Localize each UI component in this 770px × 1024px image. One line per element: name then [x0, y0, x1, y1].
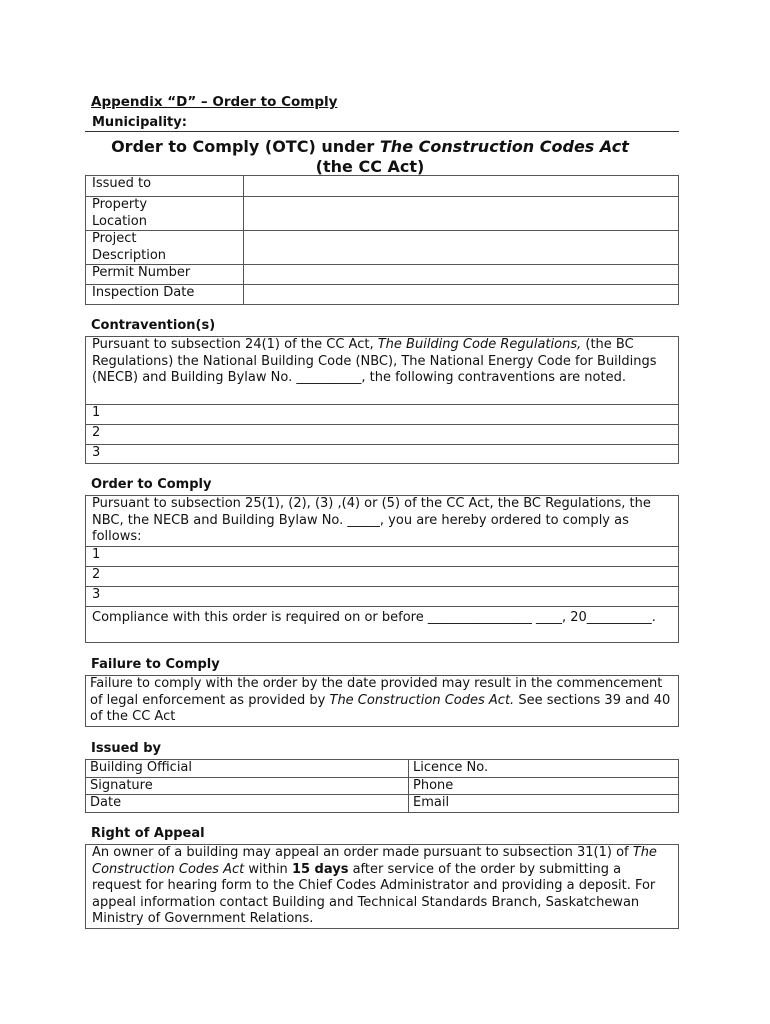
date-field[interactable]: Date	[86, 795, 409, 813]
issued-by-table	[85, 759, 679, 813]
contravention-item[interactable]: 2	[86, 425, 679, 445]
project-description-field[interactable]	[244, 231, 679, 265]
failure-text: Failure to comply with the order by the date provided may result in the commencement of legal enforcement as provided by The Construction Codes Act. See sections 39 and 40 of the CC Act	[86, 676, 679, 727]
appeal-table	[85, 844, 679, 929]
inspection-date-field[interactable]	[244, 285, 679, 305]
contravention-item[interactable]: 1	[86, 405, 679, 425]
inspection-date-label: Inspection Date	[86, 285, 244, 305]
building-official-field[interactable]: Building Official	[86, 760, 409, 778]
appeal-text: An owner of a building may appeal an order made pursuant to subsection 31(1) of The Construction Codes Act within 15 days after service of the order by submitting a request for hearing form to the Chief Codes Administrator and providing a deposit. For appeal information contact Building and Technical Standards Branch, Saskatchewan Ministry of Government Relations.	[86, 845, 679, 929]
signature-field[interactable]: Signature	[86, 777, 409, 795]
order-item[interactable]: 2	[86, 567, 679, 587]
contraventions-table	[85, 336, 679, 464]
property-location-field[interactable]	[244, 197, 679, 231]
licence-no-field[interactable]: Licence No.	[409, 760, 679, 778]
issued-by-heading: Issued by	[91, 741, 161, 756]
issued-to-label: Issued to	[86, 176, 244, 197]
compliance-date-text[interactable]: Compliance with this order is required on or before ________________ ____, 20__________.	[86, 607, 679, 643]
email-field[interactable]: Email	[409, 795, 679, 813]
phone-field[interactable]: Phone	[409, 777, 679, 795]
order-intro: Pursuant to subsection 25(1), (2), (3) ,(4) or (5) of the CC Act, the BC Regulations, the NBC, the NECB and Building Bylaw No. _____, you are hereby ordered to comply as follows:	[86, 496, 679, 547]
order-item[interactable]: 3	[86, 587, 679, 607]
title-part1: Order to Comply (OTC) under	[111, 137, 380, 156]
failure-table	[85, 675, 679, 727]
property-location-label: Property Location	[86, 197, 244, 231]
info-table	[85, 175, 679, 305]
permit-number-label: Permit Number	[86, 265, 244, 285]
failure-heading: Failure to Comply	[91, 657, 220, 672]
title-act: The Construction Codes Act	[379, 137, 629, 156]
appendix-title: Appendix “D” – Order to Comply	[91, 94, 338, 110]
permit-number-field[interactable]	[244, 265, 679, 285]
header-divider	[85, 131, 679, 132]
contraventions-intro: Pursuant to subsection 24(1) of the CC Act, The Building Code Regulations, (the BC Regulations) the National Building Code (NBC), The National Energy Code for Buildings (NECB) and Building Bylaw No. __________, the following contraventions are noted.	[86, 337, 679, 405]
project-description-label: Project Description	[86, 231, 244, 265]
page-title	[85, 137, 655, 177]
contraventions-heading: Contravention(s)	[91, 318, 216, 333]
appeal-heading: Right of Appeal	[91, 826, 205, 841]
order-table	[85, 495, 679, 643]
title-line2: (the CC Act)	[315, 157, 425, 176]
order-item[interactable]: 1	[86, 547, 679, 567]
order-heading: Order to Comply	[91, 477, 212, 492]
contravention-item[interactable]: 3	[86, 445, 679, 464]
issued-to-field[interactable]	[244, 176, 679, 197]
municipality-label: Municipality:	[92, 115, 187, 130]
